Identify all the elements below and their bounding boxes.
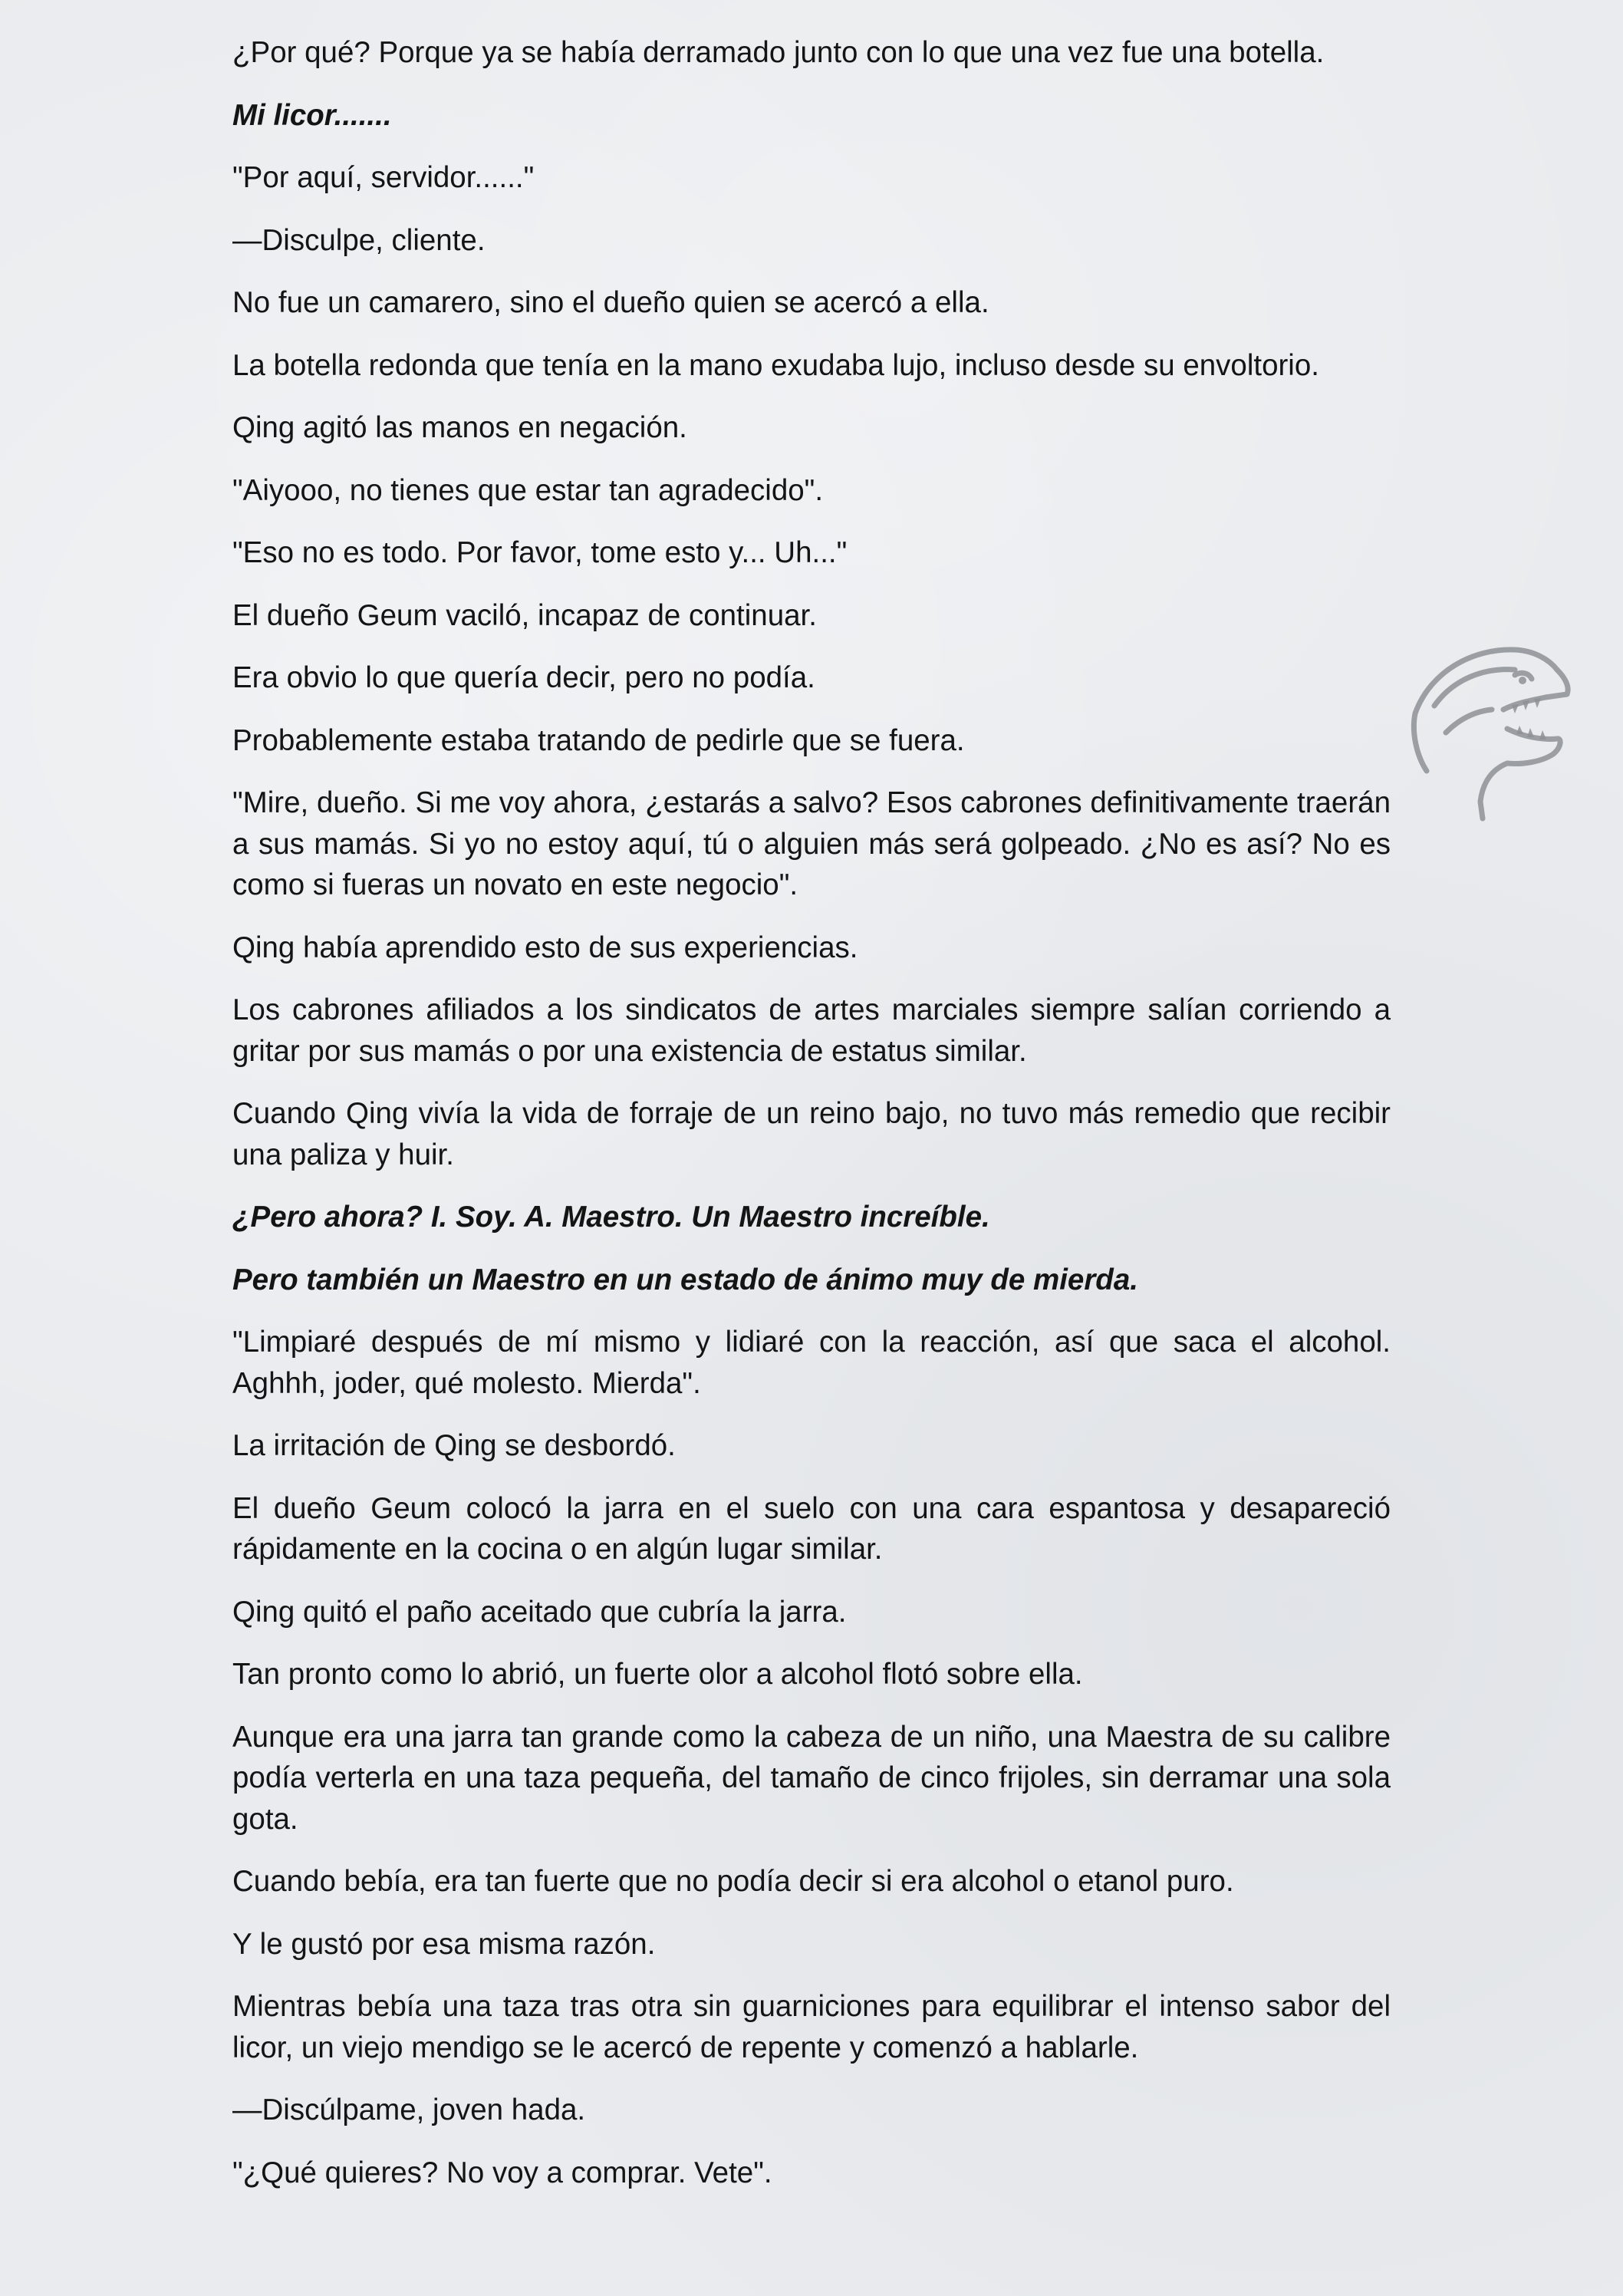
emphasized-paragraph: Pero también un Maestro en un estado de ánimo muy de mierda. [232, 1263, 1138, 1296]
paragraph: —Discúlpame, joven hada. [232, 2093, 586, 2126]
paragraph: "Eso no es todo. Por favor, tome esto y... Uh..." [232, 536, 848, 569]
paragraph: "Aiyooo, no tienes que estar tan agradecido". [232, 473, 824, 507]
body-text [232, 32, 1391, 2215]
paragraph: La irritación de Qing se desbordó. [232, 1429, 676, 1462]
paragraph: Mientras bebía una taza tras otra sin guarniciones para equilibrar el intenso sabor del licor, un viejo mendigo se le acercó de repente y comenzó a hablarle. [232, 1990, 1391, 2064]
paragraph: Era obvio lo que quería decir, pero no podía. [232, 661, 815, 694]
paragraph: —Disculpe, cliente. [232, 223, 486, 257]
paragraph: Probablemente estaba tratando de pedirle que se fuera. [232, 723, 965, 757]
paragraph: Aunque era una jarra tan grande como la cabeza de un niño, una Maestra de su calibre podía verterla en una taza pequeña, del tamaño de cinco frijoles, sin derramar una sola gota. [232, 1720, 1391, 1836]
paragraph: "Mire, dueño. Si me voy ahora, ¿estarás a salvo? Esos cabrones definitivamente traerán a sus mamás. Si yo no estoy aquí, tú o alguien más será golpeado. ¿No es así? No es como si fueras un novato en este negocio". [232, 786, 1391, 901]
paragraph: Cuando Qing vivía la vida de forraje de un reino bajo, no tuvo más remedio que recibir una paliza y huir. [232, 1097, 1391, 1171]
paragraph: El dueño Geum vaciló, incapaz de continuar. [232, 598, 817, 632]
paragraph: Los cabrones afiliados a los sindicatos de artes marciales siempre salían corriendo a gritar por sus mamás o por una existencia de estatus similar. [232, 993, 1391, 1068]
emphasized-paragraph: Mi licor....... [232, 98, 392, 132]
paragraph: Y le gustó por esa misma razón. [232, 1927, 656, 1961]
paragraph: "Limpiaré después de mí mismo y lidiaré con la reacción, así que saca el alcohol. Aghhh, joder, qué molesto. Mierda". [232, 1326, 1391, 1400]
paragraph: "¿Qué quieres? No voy a comprar. Vete". [232, 2156, 772, 2189]
dinosaur-head-icon [1400, 633, 1576, 825]
paragraph: Tan pronto como lo abrió, un fuerte olor a alcohol flotó sobre ella. [232, 1658, 1083, 1691]
paragraph: Qing había aprendido esto de sus experiencias. [232, 931, 858, 964]
emphasized-paragraph: ¿Pero ahora? I. Soy. A. Maestro. Un Maestro increíble. [232, 1201, 990, 1234]
paragraph: El dueño Geum colocó la jarra en el suelo con una cara espantosa y desapareció rápidamente en la cocina o en algún lugar similar. [232, 1491, 1391, 1566]
paragraph: Qing agitó las manos en negación. [232, 411, 687, 444]
paragraph: Qing quitó el paño aceitado que cubría la jarra. [232, 1595, 847, 1629]
paragraph: No fue un camarero, sino el dueño quien se acercó a ella. [232, 286, 989, 319]
paragraph: La botella redonda que tenía en la mano exudaba lujo, incluso desde su envoltorio. [232, 348, 1319, 382]
paragraph: Cuando bebía, era tan fuerte que no podía decir si era alcohol o etanol puro. [232, 1865, 1234, 1898]
paragraph: ¿Por qué? Porque ya se había derramado junto con lo que una vez fue una botella. [232, 36, 1325, 69]
paragraph: "Por aquí, servidor......" [232, 161, 535, 194]
